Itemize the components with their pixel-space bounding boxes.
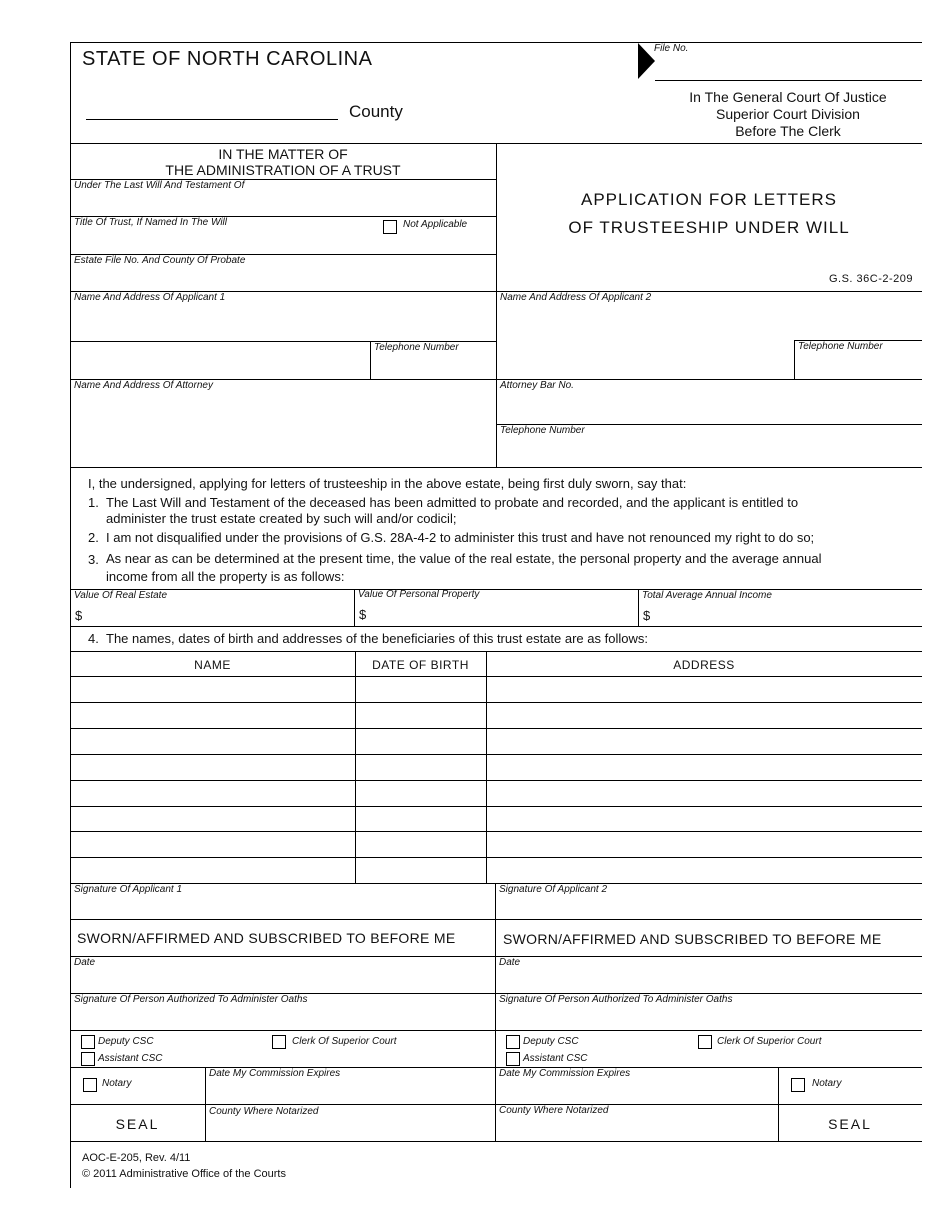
file-marker-icon xyxy=(638,43,655,79)
attorney-bar-label: Attorney Bar No. xyxy=(500,380,574,391)
real-estate-currency[interactable]: $ xyxy=(75,608,83,623)
county-blank-line[interactable] xyxy=(86,119,338,120)
rule xyxy=(70,1030,922,1031)
clerk-superior-checkbox-left[interactable] xyxy=(272,1035,286,1049)
matter-title-2: THE ADMINISTRATION OF A TRUST xyxy=(165,162,401,178)
applicant1-label: Name And Address Of Applicant 1 xyxy=(74,292,226,303)
oath-right-label: Signature Of Person Authorized To Administer Oaths xyxy=(499,994,733,1005)
item3-line1: As near as can be determined at the present time, the value of the real estate, the personal property and the average annual xyxy=(106,551,822,566)
assistant-csc-checkbox-left[interactable] xyxy=(81,1052,95,1066)
trust-title-label: Title Of Trust, If Named In The Will xyxy=(74,217,228,228)
left-border xyxy=(70,42,71,1188)
court-line-2: Superior Court Division xyxy=(716,106,860,122)
divider xyxy=(370,341,371,379)
item2-text: I am not disqualified under the provisions of G.S. 28A-4-2 to administer this trust and have not renounced my right to do so; xyxy=(106,530,815,545)
form-number: AOC-E-205, Rev. 4/11 xyxy=(82,1152,191,1164)
deputy-csc-label-left: Deputy CSC xyxy=(98,1036,154,1047)
clerk-superior-label-right: Clerk Of Superior Court xyxy=(717,1036,822,1047)
deputy-csc-checkbox-left[interactable] xyxy=(81,1035,95,1049)
rule xyxy=(70,626,922,627)
rule xyxy=(70,1067,922,1068)
notary-checkbox-right[interactable] xyxy=(791,1078,805,1092)
commission-right-label: Date My Commission Expires xyxy=(499,1068,631,1079)
applicant1-telephone-label: Telephone Number xyxy=(374,342,459,353)
divider xyxy=(355,651,356,883)
item2-num: 2. xyxy=(88,530,99,545)
applicant2-signature-label: Signature Of Applicant 2 xyxy=(499,884,608,895)
form-title-1: APPLICATION FOR LETTERS xyxy=(580,190,837,209)
deputy-csc-checkbox-right[interactable] xyxy=(506,1035,520,1049)
clerk-superior-checkbox-right[interactable] xyxy=(698,1035,712,1049)
personal-property-currency[interactable]: $ xyxy=(359,607,367,622)
commission-left-label: Date My Commission Expires xyxy=(209,1068,341,1079)
date-left-label: Date xyxy=(74,957,96,968)
divider xyxy=(794,340,795,379)
sworn-left: SWORN/AFFIRMED AND SUBSCRIBED TO BEFORE ME xyxy=(77,930,456,946)
under-will-label: Under The Last Will And Testament Of xyxy=(74,180,245,191)
rule xyxy=(70,1141,922,1142)
divider xyxy=(354,589,355,626)
county-notarized-left-label: County Where Notarized xyxy=(209,1106,319,1117)
table-row[interactable] xyxy=(70,831,922,832)
divider xyxy=(638,589,639,626)
col-name-header: NAME xyxy=(194,658,231,672)
oath-left-label: Signature Of Person Authorized To Administer Oaths xyxy=(74,994,308,1005)
item1-num: 1. xyxy=(88,495,99,510)
form-title-2: OF TRUSTEESHIP UNDER WILL xyxy=(568,218,850,237)
income-label: Total Average Annual Income xyxy=(642,590,772,601)
applicant2-telephone-label: Telephone Number xyxy=(798,341,883,352)
table-row[interactable] xyxy=(70,728,922,729)
col-address-header: ADDRESS xyxy=(673,658,735,672)
statement-intro: I, the undersigned, applying for letters of trusteeship in the above estate, being first duly sworn, say that: xyxy=(88,476,687,491)
sworn-right: SWORN/AFFIRMED AND SUBSCRIBED TO BEFORE ME xyxy=(503,931,882,947)
estate-file-label: Estate File No. And County Of Probate xyxy=(74,255,246,266)
seal-right: SEAL xyxy=(828,1116,872,1132)
attorney-telephone-label: Telephone Number xyxy=(500,425,585,436)
date-right-label: Date xyxy=(499,957,521,968)
real-estate-label: Value Of Real Estate xyxy=(74,590,168,601)
income-currency[interactable]: $ xyxy=(643,608,651,623)
rule xyxy=(70,589,922,590)
table-row[interactable] xyxy=(70,780,922,781)
rule xyxy=(70,919,922,920)
not-applicable-label: Not Applicable xyxy=(403,219,468,230)
seal-left: SEAL xyxy=(115,1116,160,1132)
divider xyxy=(495,883,496,1141)
assistant-csc-checkbox-right[interactable] xyxy=(506,1052,520,1066)
table-row[interactable] xyxy=(70,754,922,755)
rule xyxy=(70,1104,922,1105)
item3-line2: income from all the property is as follows: xyxy=(106,569,345,584)
col-dob-header: DATE OF BIRTH xyxy=(372,658,469,672)
clerk-superior-label-left: Clerk Of Superior Court xyxy=(292,1036,397,1047)
assistant-csc-label-left: Assistant CSC xyxy=(98,1053,163,1064)
assistant-csc-label-right: Assistant CSC xyxy=(523,1053,588,1064)
attorney-label: Name And Address Of Attorney xyxy=(74,380,213,391)
notary-label-right: Notary xyxy=(812,1078,842,1089)
county-label: County xyxy=(349,102,403,121)
state-heading: STATE OF NORTH CAROLINA xyxy=(82,48,373,70)
table-row[interactable] xyxy=(70,702,922,703)
statute-ref: G.S. 36C-2-209 xyxy=(828,273,913,285)
table-row[interactable] xyxy=(70,676,922,677)
not-applicable-checkbox[interactable] xyxy=(383,220,397,234)
county-notarized-right-label: County Where Notarized xyxy=(499,1105,609,1116)
rule xyxy=(70,956,922,957)
item4-num: 4. xyxy=(88,631,99,646)
table-row[interactable] xyxy=(70,857,922,858)
item1-line2: administer the trust estate created by such will and/or codicil; xyxy=(106,511,457,526)
item3-num: 3. xyxy=(88,552,99,567)
divider xyxy=(486,651,487,883)
item1-line1: The Last Will and Testament of the deceased has been admitted to probate and recorded, and the applicant is entitled to xyxy=(106,495,799,510)
personal-property-label: Value Of Personal Property xyxy=(358,589,480,600)
notary-checkbox-left[interactable] xyxy=(83,1078,97,1092)
court-line-3: Before The Clerk xyxy=(735,123,841,139)
applicant1-signature-label: Signature Of Applicant 1 xyxy=(74,884,183,895)
file-no-label: File No. xyxy=(654,43,689,54)
notary-label-left: Notary xyxy=(102,1078,132,1089)
rule xyxy=(70,42,638,43)
rule xyxy=(70,467,922,468)
deputy-csc-label-right: Deputy CSC xyxy=(523,1036,579,1047)
item4-text: The names, dates of birth and addresses of the beneficiaries of this trust estate are as follows: xyxy=(106,631,648,646)
file-no-line[interactable] xyxy=(655,80,922,81)
matter-title-1: IN THE MATTER OF xyxy=(218,146,348,162)
applicant2-label: Name And Address Of Applicant 2 xyxy=(500,292,652,303)
rule xyxy=(70,883,922,884)
rule xyxy=(70,651,922,652)
court-line-1: In The General Court Of Justice xyxy=(689,89,887,105)
table-row[interactable] xyxy=(70,806,922,807)
copyright: © 2011 Administrative Office of the Courts xyxy=(82,1168,286,1180)
